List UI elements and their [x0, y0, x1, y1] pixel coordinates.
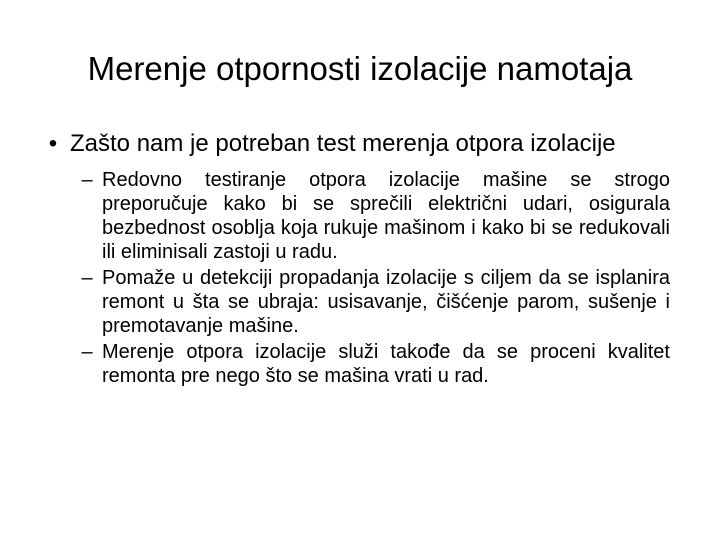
slide-content: [0, 130, 720, 390]
bullet-item: [48, 130, 670, 158]
sub-bullet-item: [81, 266, 670, 338]
dash-marker: –: [81, 341, 93, 363]
bullet-text: Zašto nam je potreban test merenja otpora izolacije: [70, 130, 616, 157]
sub-bullet-item: [81, 340, 670, 388]
bullet-marker: •: [48, 130, 58, 157]
sub-bullet-text: Redovno testiranje otpora izolacije mašine se strogo preporučuje kako bi se sprečili električni udari, osigurala bezbednost osoblja koja rukuje mašinom i kako bi se redukovali ili eliminisali zastoji u radu.: [102, 169, 670, 263]
sub-bullet-item: [81, 168, 670, 264]
sub-bullet-text: Merenje otpora izolacije služi takođe da se proceni kvalitet remonta pre nego što se mašina vrati u rad.: [102, 341, 670, 387]
slide-title: Merenje otpornosti izolacije namotaja: [87, 50, 633, 87]
sub-bullet-text: Pomaže u detekciji propadanja izolacije s ciljem da se isplanira remont u šta se ubraja: usisavanje, čišćenje parom, sušenje i premotavanje mašine.: [102, 267, 670, 337]
dash-marker: –: [81, 267, 93, 289]
dash-marker: –: [81, 169, 93, 191]
sub-bullet-list: [0, 168, 720, 388]
